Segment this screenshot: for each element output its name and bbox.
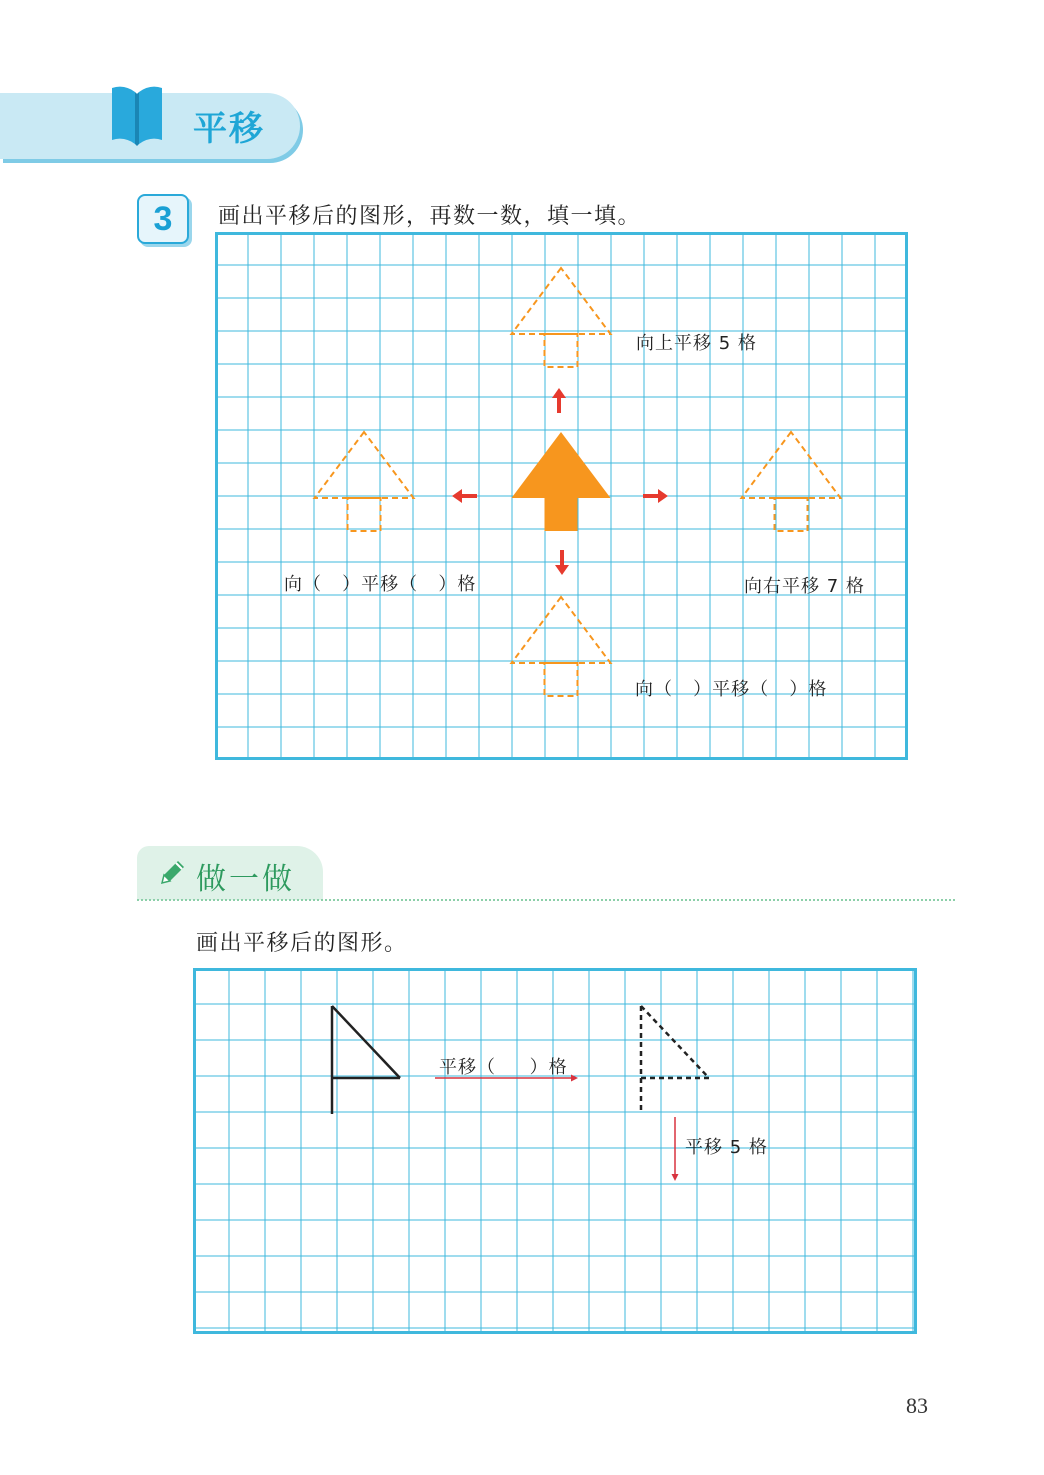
doit-grid: [193, 968, 917, 1334]
label-flag-move-right: 平移（ ）格: [439, 1057, 568, 1078]
label-move-right: 向右平移 7 格: [744, 576, 865, 597]
red-arrow-left-head: [452, 489, 462, 503]
label-flag-move-down: 平移 5 格: [685, 1137, 768, 1158]
original-arrow-shape-stem: [545, 497, 578, 531]
moved-left-shape-triangle: [315, 432, 414, 498]
doit-divider: [137, 899, 955, 901]
doit-title: 做一做: [196, 862, 295, 897]
doit-instruction: 画出平移后的图形。: [196, 931, 408, 956]
problem-instruction: 画出平移后的图形，再数一数，填一填。: [218, 204, 642, 229]
moved-up-shape-triangle: [512, 268, 611, 334]
grid-border: [195, 970, 916, 1333]
red-arrow-up-head: [552, 388, 566, 398]
red-arrow-flag-down-head: [672, 1174, 679, 1181]
grid-lines: [193, 968, 917, 1334]
moved-up-shape-stem: [545, 334, 578, 367]
section-title: 平移: [193, 109, 265, 149]
moved-down-shape-triangle: [512, 597, 611, 663]
moved-left-shape-stem: [348, 498, 381, 531]
page-number: 83: [906, 1393, 928, 1418]
red-arrow-down-head: [555, 565, 569, 575]
moved-down-shape-stem: [545, 663, 578, 696]
problem-number-badge: 3: [137, 194, 189, 244]
label-move-left: 向（ ）平移（ ）格: [284, 574, 477, 595]
moved-right-shape-triangle: [742, 432, 841, 498]
red-arrow-right-head: [658, 489, 668, 503]
moved-right-shape-stem: [775, 498, 808, 531]
original-arrow-shape-triangle: [512, 432, 611, 498]
dashed-flag-hypotenuse: [641, 1006, 709, 1078]
flag-hypotenuse: [332, 1006, 400, 1078]
label-move-down: 向（ ）平移（ ）格: [635, 679, 828, 700]
pencil-icon: [156, 857, 188, 893]
label-move-up: 向上平移 5 格: [636, 333, 757, 354]
open-book-icon: [108, 82, 166, 152]
